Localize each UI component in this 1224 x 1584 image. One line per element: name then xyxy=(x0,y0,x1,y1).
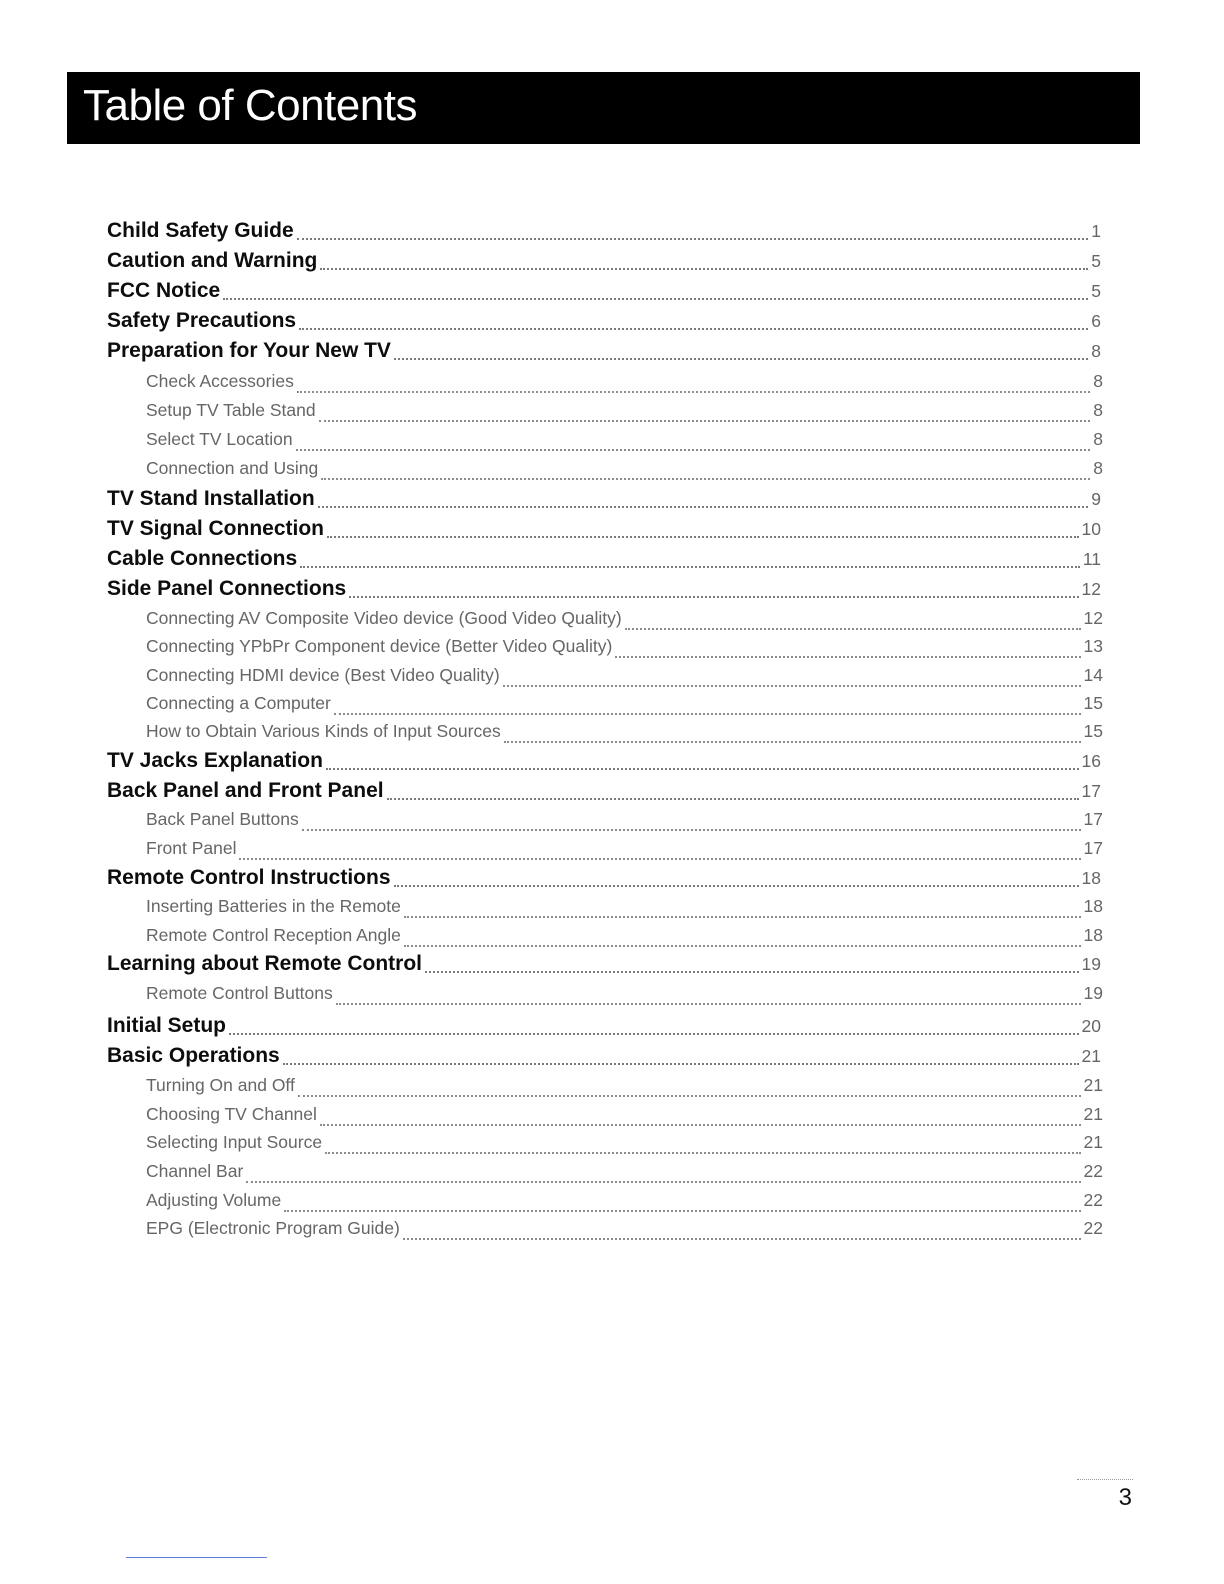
toc-section-entry[interactable] xyxy=(107,487,1101,515)
toc-dot-leader xyxy=(299,328,1088,330)
toc-entry-label: Safety Precautions xyxy=(107,309,297,332)
toc-entry-label: Turning On and Off xyxy=(146,1075,295,1095)
toc-dot-leader xyxy=(319,420,1090,422)
toc-entry-label: Inserting Batteries in the Remote xyxy=(146,896,401,916)
toc-dot-leader xyxy=(320,1124,1081,1126)
toc-entry-page: 17 xyxy=(1083,838,1103,858)
toc-dot-leader xyxy=(321,478,1090,480)
page-number: 3 xyxy=(1118,1484,1132,1511)
toc-entry-label: TV Signal Connection xyxy=(107,517,325,540)
toc-entry-page: 9 xyxy=(1091,489,1101,509)
toc-entry-label: Choosing TV Channel xyxy=(146,1104,317,1124)
toc-entry-label: Back Panel Buttons xyxy=(146,809,299,829)
toc-entry-label: Connection and Using xyxy=(146,458,319,478)
toc-dot-leader xyxy=(387,798,1079,800)
toc-subsection-entry[interactable] xyxy=(146,458,1103,486)
toc-entry-page: 5 xyxy=(1091,281,1101,301)
toc-subsection-entry[interactable] xyxy=(146,1132,1103,1160)
toc-entry-label: Adjusting Volume xyxy=(146,1190,282,1210)
toc-dot-leader xyxy=(284,1210,1080,1212)
toc-subsection-entry[interactable] xyxy=(146,1161,1103,1189)
toc-dot-leader xyxy=(404,916,1081,918)
toc-dot-leader xyxy=(503,685,1081,687)
toc-dot-leader xyxy=(297,391,1090,393)
toc-subsection-entry[interactable] xyxy=(146,693,1103,721)
toc-dot-leader xyxy=(336,1003,1081,1005)
toc-dot-leader xyxy=(318,506,1088,508)
toc-subsection-entry[interactable] xyxy=(146,608,1103,636)
toc-entry-label: Connecting YPbPr Component device (Better Video Quality) xyxy=(146,636,613,656)
toc-entry-label: Child Safety Guide xyxy=(107,219,294,242)
toc-dot-leader xyxy=(325,1152,1080,1154)
toc-section-entry[interactable] xyxy=(107,339,1101,367)
toc-subsection-entry[interactable] xyxy=(146,1104,1103,1132)
toc-dot-leader xyxy=(404,945,1081,947)
toc-dot-leader xyxy=(296,449,1090,451)
toc-section-entry[interactable] xyxy=(107,279,1101,307)
toc-entry-page: 11 xyxy=(1082,549,1101,569)
toc-entry-page: 13 xyxy=(1083,636,1103,656)
toc-entry-page: 1 xyxy=(1091,221,1101,241)
toc-entry-label: Caution and Warning xyxy=(107,249,318,272)
toc-dot-leader xyxy=(394,885,1079,887)
toc-entry-page: 6 xyxy=(1091,311,1101,331)
toc-subsection-entry[interactable] xyxy=(146,838,1103,866)
toc-subsection-entry[interactable] xyxy=(146,721,1103,749)
toc-entry-label: Setup TV Table Stand xyxy=(146,400,316,420)
toc-subsection-entry[interactable] xyxy=(146,1218,1103,1246)
toc-entry-page: 8 xyxy=(1093,371,1103,391)
toc-entry-page: 12 xyxy=(1081,579,1101,599)
toc-entry-page: 21 xyxy=(1081,1046,1101,1066)
toc-section-entry[interactable] xyxy=(107,547,1101,575)
toc-section-entry[interactable] xyxy=(107,249,1101,277)
toc-section-entry[interactable] xyxy=(107,517,1101,545)
toc-entry-label: How to Obtain Various Kinds of Input Sources xyxy=(146,721,501,741)
toc-entry-page: 17 xyxy=(1083,809,1103,829)
toc-entry-page: 10 xyxy=(1081,519,1101,539)
toc-entry-label: Back Panel and Front Panel xyxy=(107,779,384,802)
toc-entry-page: 15 xyxy=(1083,693,1103,713)
toc-entry-page: 19 xyxy=(1083,983,1103,1003)
toc-dot-leader xyxy=(246,1181,1080,1183)
page-number-divider xyxy=(1077,1479,1133,1480)
toc-entry-page: 19 xyxy=(1081,954,1101,974)
toc-section-entry[interactable] xyxy=(107,1014,1101,1042)
toc-section-entry[interactable] xyxy=(107,1044,1101,1072)
toc-dot-leader xyxy=(320,268,1088,270)
toc-subsection-entry[interactable] xyxy=(146,400,1103,428)
footer-line xyxy=(126,1557,267,1558)
toc-entry-label: Initial Setup xyxy=(107,1014,227,1037)
toc-section-entry[interactable] xyxy=(107,749,1101,777)
toc-dot-leader xyxy=(326,768,1079,770)
toc-entry-label: FCC Notice xyxy=(107,279,221,302)
toc-entry-page: 8 xyxy=(1093,429,1103,449)
toc-entry-label: Cable Connections xyxy=(107,547,298,570)
toc-entry-page: 16 xyxy=(1081,751,1101,771)
toc-entry-page: 21 xyxy=(1083,1132,1103,1152)
toc-dot-leader xyxy=(302,829,1081,831)
toc-entry-page: 5 xyxy=(1091,251,1101,271)
toc-dot-leader xyxy=(297,238,1088,240)
toc-section-entry[interactable] xyxy=(107,866,1101,894)
toc-dot-leader xyxy=(298,1095,1081,1097)
toc-section-entry[interactable] xyxy=(107,219,1101,247)
toc-section-entry[interactable] xyxy=(107,779,1101,807)
toc-dot-leader xyxy=(425,971,1079,973)
toc-subsection-entry[interactable] xyxy=(146,925,1103,953)
toc-entry-label: Front Panel xyxy=(146,838,237,858)
toc-dot-leader xyxy=(504,741,1081,743)
toc-dot-leader xyxy=(223,298,1088,300)
toc-entry-label: Learning about Remote Control xyxy=(107,952,422,975)
toc-entry-label: EPG (Electronic Program Guide) xyxy=(146,1218,400,1238)
toc-entry-label: TV Stand Installation xyxy=(107,487,315,510)
toc-entry-label: Remote Control Reception Angle xyxy=(146,925,401,945)
toc-entry-page: 14 xyxy=(1083,665,1103,685)
toc-entry-page: 21 xyxy=(1083,1104,1103,1124)
toc-entry-label: Check Accessories xyxy=(146,371,294,391)
toc-subsection-entry[interactable] xyxy=(146,809,1103,837)
toc-subsection-entry[interactable] xyxy=(146,371,1103,399)
toc-entry-page: 22 xyxy=(1083,1218,1103,1238)
toc-entry-page: 18 xyxy=(1081,868,1101,888)
toc-entry-page: 18 xyxy=(1083,896,1103,916)
toc-dot-leader xyxy=(300,566,1080,568)
toc-subsection-entry[interactable] xyxy=(146,429,1103,457)
toc-subsection-entry[interactable] xyxy=(146,1190,1103,1218)
toc-entry-label: TV Jacks Explanation xyxy=(107,749,323,772)
toc-dot-leader xyxy=(625,628,1081,630)
toc-dot-leader xyxy=(229,1033,1079,1035)
toc-entry-label: Basic Operations xyxy=(107,1044,280,1067)
toc-entry-page: 17 xyxy=(1081,781,1101,801)
toc-entry-page: 8 xyxy=(1093,400,1103,420)
toc-entry-page: 21 xyxy=(1083,1075,1103,1095)
toc-entry-page: 20 xyxy=(1081,1016,1101,1036)
toc-dot-leader xyxy=(283,1063,1079,1065)
toc-subsection-entry[interactable] xyxy=(146,665,1103,693)
toc-entry-label: Remote Control Buttons xyxy=(146,983,333,1003)
toc-entry-page: 15 xyxy=(1083,721,1103,741)
toc-dot-leader xyxy=(334,713,1081,715)
toc-entry-label: Channel Bar xyxy=(146,1161,244,1181)
toc-entry-page: 12 xyxy=(1083,608,1103,628)
toc-entry-page: 8 xyxy=(1091,341,1101,361)
toc-entry-page: 22 xyxy=(1083,1161,1103,1181)
toc-subsection-entry[interactable] xyxy=(146,896,1103,924)
toc-dot-leader xyxy=(403,1238,1081,1240)
toc-dot-leader xyxy=(615,656,1080,658)
toc-entry-label: Preparation for Your New TV xyxy=(107,339,391,362)
toc-entry-label: Selecting Input Source xyxy=(146,1132,323,1152)
toc-entry-page: 8 xyxy=(1093,458,1103,478)
toc-entry-label: Connecting a Computer xyxy=(146,693,331,713)
toc-entry-label: Connecting HDMI device (Best Video Quality) xyxy=(146,665,500,685)
toc-dot-leader xyxy=(239,858,1080,860)
toc-entry-page: 18 xyxy=(1083,925,1103,945)
toc-entry-label: Remote Control Instructions xyxy=(107,866,391,889)
toc-entry-page: 22 xyxy=(1083,1190,1103,1210)
toc-subsection-entry[interactable] xyxy=(146,1075,1103,1103)
toc-entry-label: Side Panel Connections xyxy=(107,577,347,600)
toc-subsection-entry[interactable] xyxy=(146,636,1103,664)
page-title: Table of Contents xyxy=(83,81,417,130)
toc-entry-label: Select TV Location xyxy=(146,429,293,449)
toc-dot-leader xyxy=(394,358,1088,360)
toc-section-entry[interactable] xyxy=(107,952,1101,980)
toc-dot-leader xyxy=(349,596,1078,598)
toc-section-entry[interactable] xyxy=(107,309,1101,337)
toc-entry-label: Connecting AV Composite Video device (Good Video Quality) xyxy=(146,608,622,628)
toc-subsection-entry[interactable] xyxy=(146,983,1103,1011)
toc-dot-leader xyxy=(327,536,1079,538)
toc-section-entry[interactable] xyxy=(107,577,1101,605)
